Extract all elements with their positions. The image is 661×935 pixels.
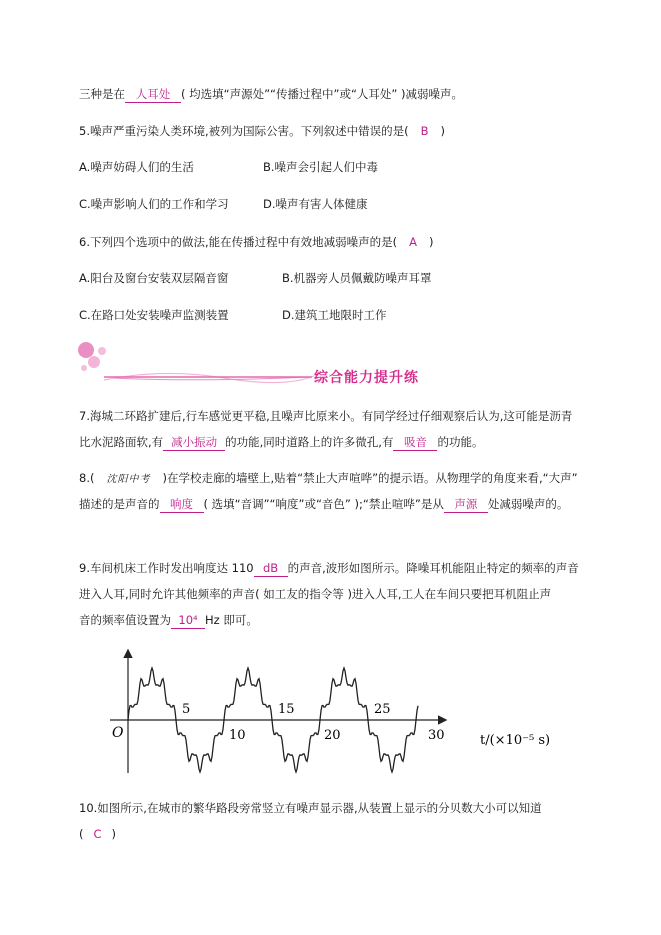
axis-label: t/(×10⁻⁵ s) <box>480 733 551 748</box>
q10-answer: C <box>93 827 102 841</box>
q5-answer: B <box>420 124 429 138</box>
q5-option-c: C.噪声影响人们的工作和学习 <box>79 197 229 211</box>
answer-blank: 吸音 <box>393 434 437 451</box>
answer-blank: 减小振动 <box>163 434 225 451</box>
answer-blank: dB <box>254 560 288 577</box>
tick-label: 30 <box>428 728 445 743</box>
q7-line2: 比水泥路面软,有 减小振动 的功能,同时道路上的许多微孔,有 吸音 的功能。 <box>79 435 484 449</box>
q6-option-d: D.建筑工地限时工作 <box>282 308 387 322</box>
q6-answer: A <box>409 235 417 249</box>
tick-label: 20 <box>324 728 341 743</box>
q8-line1: 8.( 沈阳中考 )在学校走廊的墙壁上,贴着“禁止大声喧哗”的提示语。从物理学的角度来看,“大声” <box>79 471 578 485</box>
tick-label: 10 <box>229 728 246 743</box>
answer-blank: 声源 <box>444 496 488 513</box>
answer-blank: 响度 <box>160 496 204 513</box>
q4-tail-line: 三种是在 人耳处 ( 均选填“声源处”“传播过程中”或“人耳处” )减弱噪声。 <box>79 87 464 101</box>
q10-line1: 10.如图所示,在城市的繁华路段旁常竖立有噪声显示器,从装置上显示的分贝数大小可以知道 <box>79 801 542 815</box>
tick-label: 15 <box>278 702 295 717</box>
q9-line2: 进入人耳,同时允许其他频率的声音( 如工友的指令等 )进入人耳,工人在车间只要把耳机阻止声 <box>79 587 552 601</box>
q5-option-d: D.噪声有害人体健康 <box>263 197 368 211</box>
q6-option-b: B.机器旁人员佩戴防噪声耳罩 <box>282 271 432 285</box>
sound-waveform-figure <box>100 645 570 775</box>
source-tag: 沈阳中考 <box>106 474 151 485</box>
q7-line1: 7.海城二环路扩建后,行车感觉更平稳,且噪声比原来小。有同学经过仔细观察后认为,这可能是沥青 <box>79 409 573 423</box>
origin-label: O <box>112 725 124 741</box>
q5-option-b: B.噪声会引起人们中毒 <box>263 160 379 174</box>
answer-blank: 人耳处 <box>125 86 181 103</box>
q9-line3: 音的频率值设置为 10⁴ Hz 即可。 <box>79 613 258 627</box>
tick-label: 25 <box>374 702 391 717</box>
answer-blank: 10⁴ <box>171 612 205 629</box>
section-title: 综合能力提升练 <box>314 370 419 386</box>
q10-line2: ( C ) <box>79 827 117 841</box>
q6-option-a: A.阳台及窗台安装双层隔音窗 <box>79 271 229 285</box>
q6-stem: 6.下列四个选项中的做法,能在传播过程中有效地减弱噪声的是( A ) <box>79 235 434 249</box>
q6-option-c: C.在路口处安装噪声监测装置 <box>79 308 229 322</box>
q5-stem: 5.噪声严重污染人类环境,被列为国际公害。下列叙述中错误的是( B ) <box>79 124 446 138</box>
q5-option-a: A.噪声妨碍人们的生活 <box>79 160 194 174</box>
q8-line2: 描述的是声音的 响度 ( 选填“音调”“响度”或“音色” );“禁止喧哗”是从 声源 处减弱噪声的。 <box>79 497 569 511</box>
tick-label: 5 <box>182 702 191 717</box>
q9-line1: 9.车间机床工作时发出响度达 110 dB 的声音,波形如图所示。降噪耳机能阻止特定的频率的声音 <box>79 561 579 575</box>
